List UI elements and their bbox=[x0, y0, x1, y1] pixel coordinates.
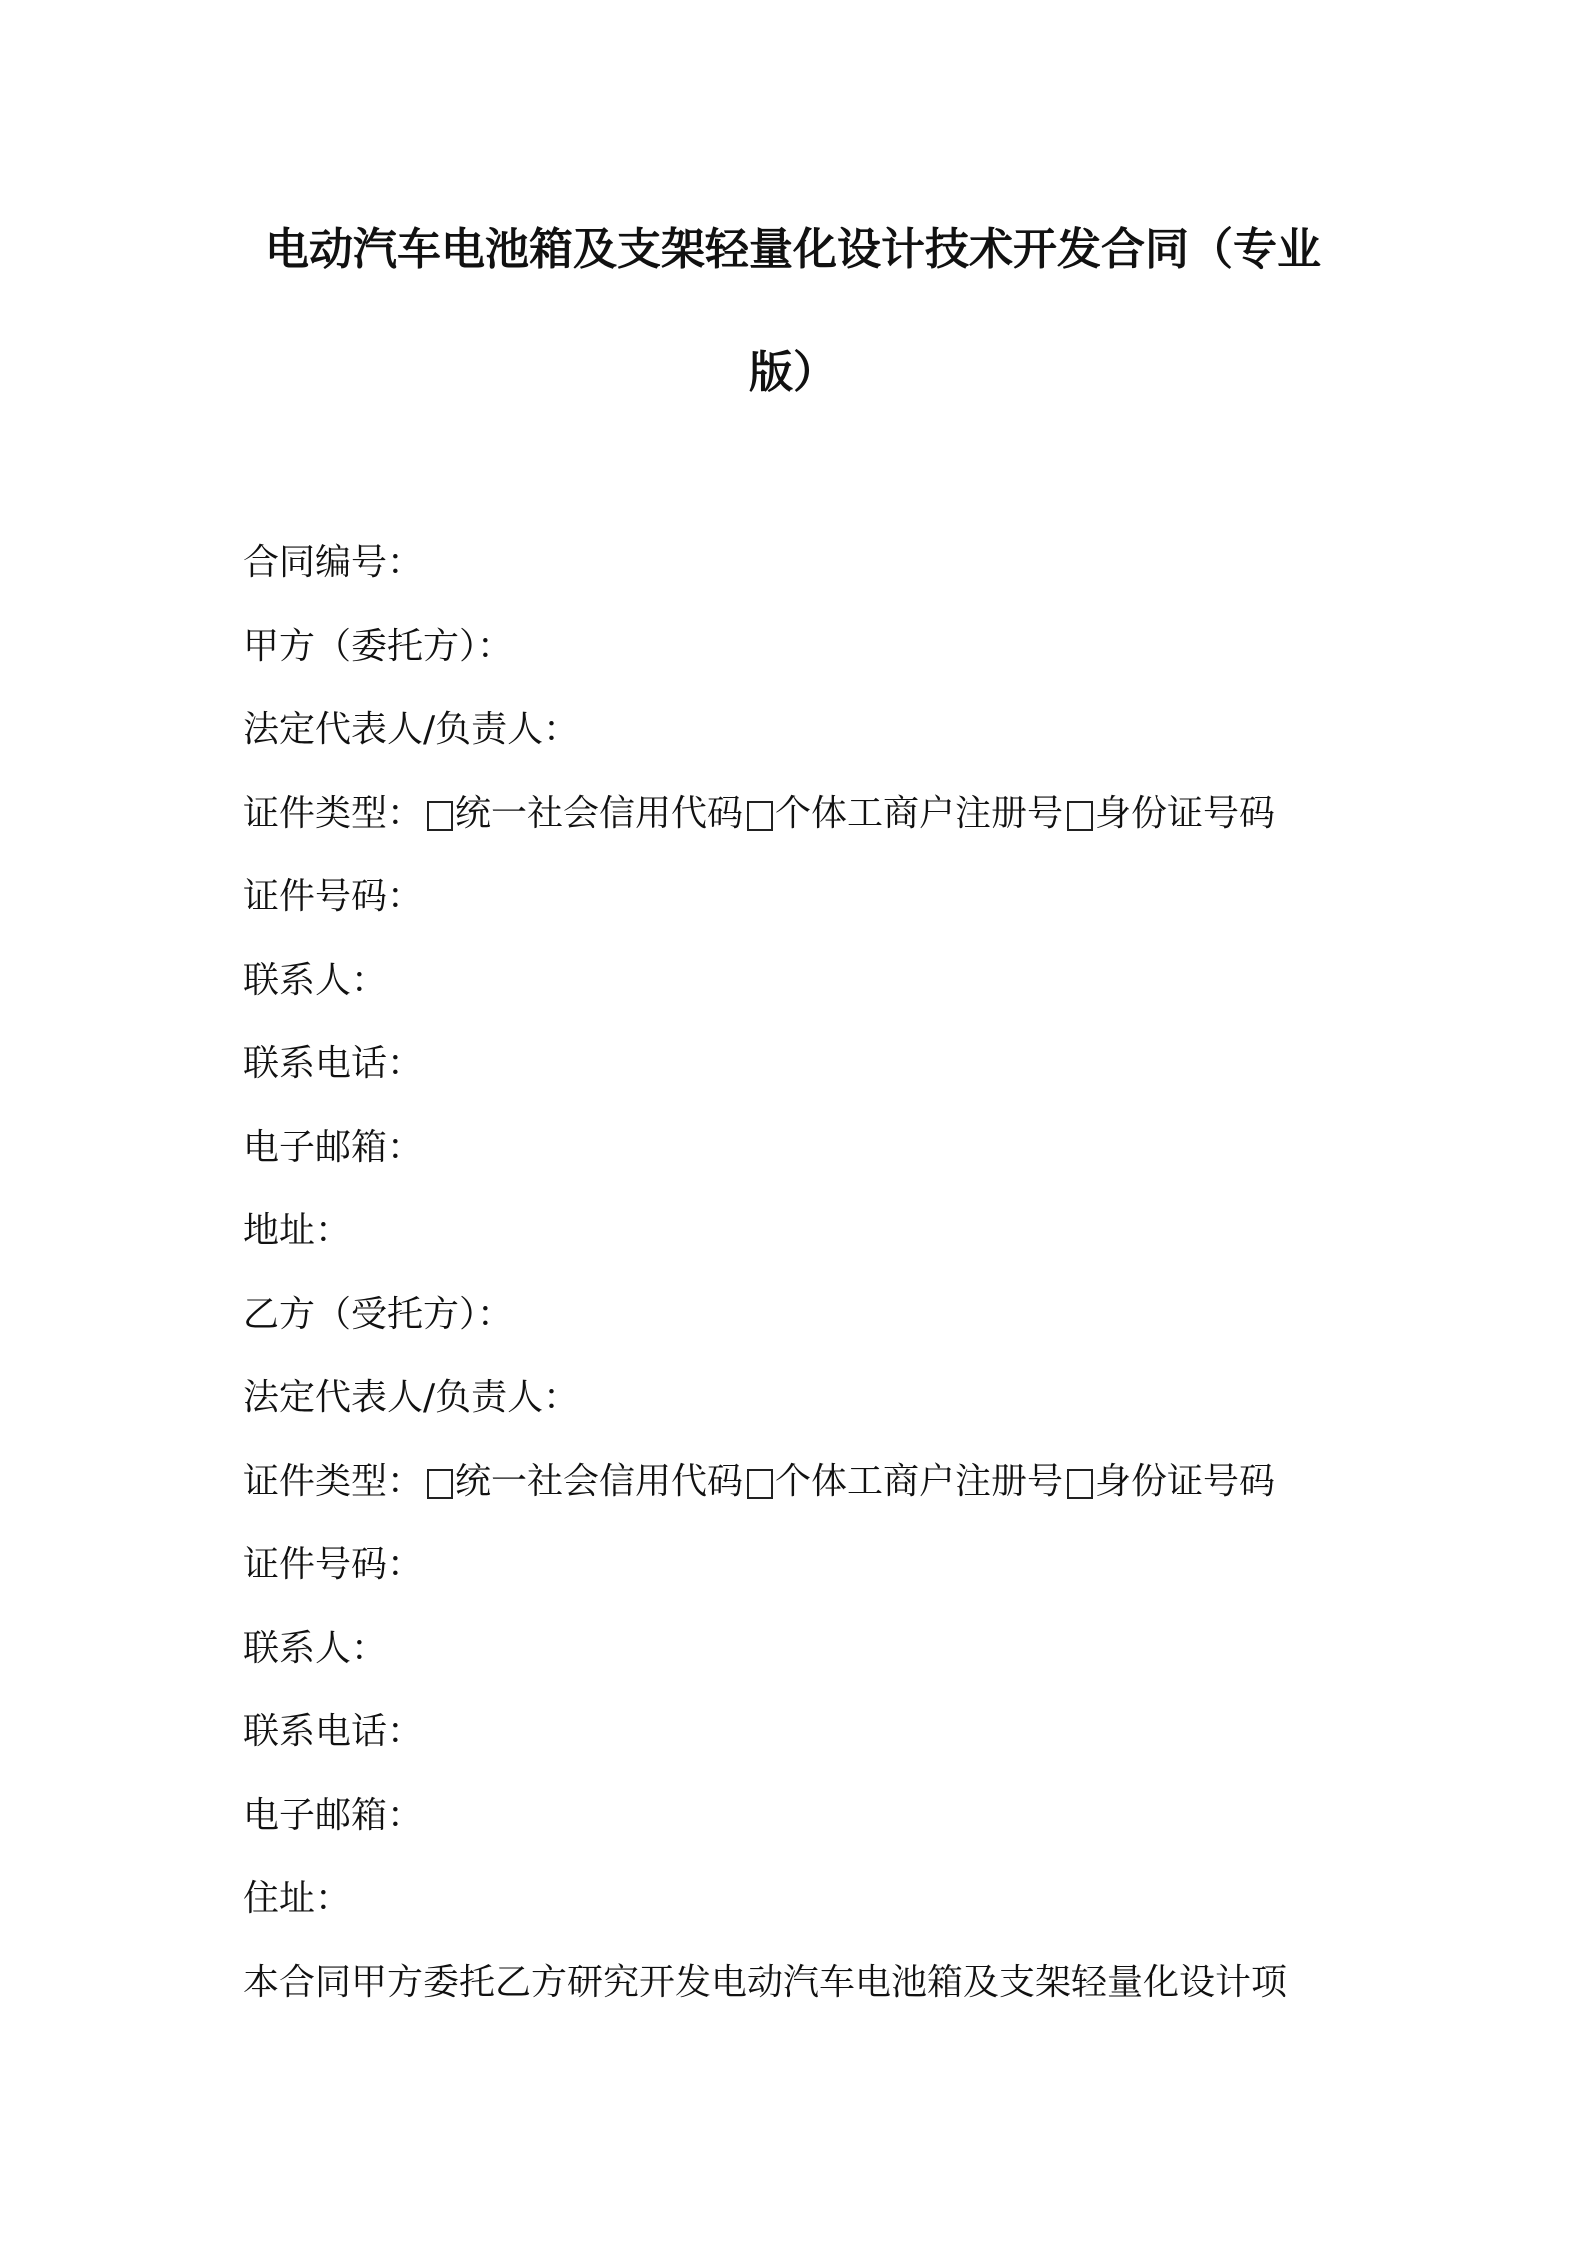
party-b-option-credit-code[interactable] bbox=[423, 1452, 743, 1512]
option-label: 个体工商户注册号 bbox=[775, 792, 1064, 834]
document-title-continued: 版） bbox=[749, 347, 837, 398]
party-b-option-id-card[interactable] bbox=[1063, 1452, 1275, 1512]
party-b-email-label: 电子邮箱： bbox=[243, 1794, 424, 1836]
option-label: 身份证号码 bbox=[1095, 792, 1276, 834]
party-info-section bbox=[243, 533, 1363, 2013]
checkbox-icon[interactable] bbox=[427, 1469, 453, 1499]
party-a-address-field bbox=[243, 1201, 1363, 1285]
party-a-address-label: 地址： bbox=[243, 1210, 352, 1251]
party-b-contact-label: 联系人： bbox=[243, 1627, 388, 1669]
checkbox-icon[interactable] bbox=[1067, 1469, 1093, 1499]
party-a-phone-label: 联系电话： bbox=[243, 1043, 424, 1084]
party-a-legal-rep-field bbox=[243, 700, 1363, 784]
party-a-email-label: 电子邮箱： bbox=[243, 1126, 424, 1168]
party-b-contact-field bbox=[243, 1619, 1363, 1703]
party-a-cert-type-options bbox=[423, 784, 1275, 844]
party-b-cert-type-field bbox=[243, 1452, 1363, 1536]
option-label: 个体工商户注册号 bbox=[775, 1460, 1064, 1502]
party-b-address-label: 住址： bbox=[243, 1878, 352, 1919]
party-b-phone-field bbox=[243, 1702, 1363, 1786]
party-a-cert-number-label: 证件号码： bbox=[243, 876, 424, 917]
party-a-option-id-card[interactable] bbox=[1063, 784, 1275, 844]
contract-number-field bbox=[243, 533, 1363, 617]
party-b-option-business-reg[interactable] bbox=[743, 1452, 1063, 1512]
contract-body-paragraph: 本合同甲方委托乙方研究开发电动汽车电池箱及支架轻量化设计项 bbox=[243, 1961, 1288, 2003]
party-a-cert-number-field bbox=[243, 867, 1363, 951]
party-b-cert-type-label: 证件类型： bbox=[243, 1460, 424, 1502]
option-label: 身份证号码 bbox=[1095, 1460, 1276, 1502]
party-a-option-business-reg[interactable] bbox=[743, 784, 1063, 844]
party-b-label: 乙方（受托方）： bbox=[243, 1293, 514, 1335]
party-b-address-field bbox=[243, 1869, 1363, 1953]
contract-number-label: 合同编号： bbox=[243, 542, 424, 583]
party-a-contact-field bbox=[243, 951, 1363, 1035]
party-b-phone-label: 联系电话： bbox=[243, 1711, 424, 1752]
checkbox-icon[interactable] bbox=[747, 1469, 773, 1499]
option-label: 统一社会信用代码 bbox=[455, 792, 744, 834]
party-b-email-field bbox=[243, 1786, 1363, 1870]
party-a-heading bbox=[243, 617, 1363, 701]
party-b-cert-number-field bbox=[243, 1535, 1363, 1619]
party-a-cert-type-field bbox=[243, 784, 1363, 868]
party-a-option-credit-code[interactable] bbox=[423, 784, 743, 844]
checkbox-icon[interactable] bbox=[1067, 801, 1093, 831]
checkbox-icon[interactable] bbox=[427, 801, 453, 831]
party-a-contact-label: 联系人： bbox=[243, 959, 388, 1001]
document-title: 电动汽车电池箱及支架轻量化设计技术开发合同（专业 bbox=[265, 224, 1321, 275]
checkbox-icon[interactable] bbox=[747, 801, 773, 831]
party-b-cert-number-label: 证件号码： bbox=[243, 1544, 424, 1585]
party-b-cert-type-options bbox=[423, 1452, 1275, 1512]
party-a-cert-type-label: 证件类型： bbox=[243, 792, 424, 834]
party-a-phone-field bbox=[243, 1034, 1363, 1118]
party-a-email-field bbox=[243, 1118, 1363, 1202]
party-b-legal-rep-label: 法定代表人/负责人： bbox=[243, 1377, 580, 1418]
option-label: 统一社会信用代码 bbox=[455, 1460, 744, 1502]
party-a-legal-rep-label: 法定代表人/负责人： bbox=[243, 709, 580, 750]
party-a-label: 甲方（委托方）： bbox=[243, 625, 514, 667]
party-b-legal-rep-field bbox=[243, 1368, 1363, 1452]
party-b-heading bbox=[243, 1285, 1363, 1369]
